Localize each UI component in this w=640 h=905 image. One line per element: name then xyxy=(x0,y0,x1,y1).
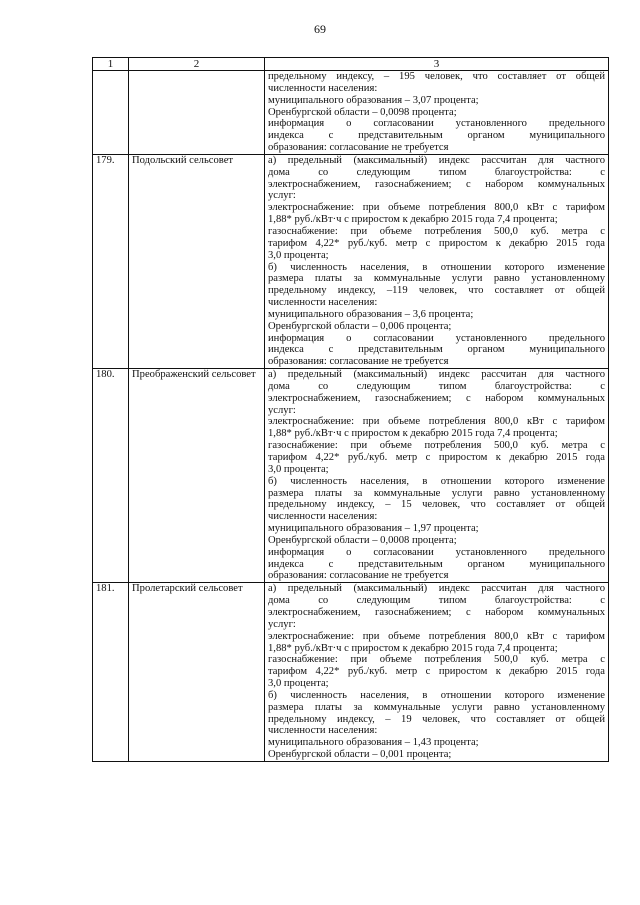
description-line: б) численность населения, в отношении которого изменение xyxy=(268,689,605,701)
table-row xyxy=(93,583,609,762)
description-line: дома со следующим типом благоустройства: с xyxy=(268,166,605,178)
row-description xyxy=(265,369,609,583)
description-line: Оренбургской области – 0,0098 процента; xyxy=(268,106,457,118)
description-line: электроснабжением, газоснабжением; с набором коммунальных xyxy=(268,606,605,618)
description-line: дома со следующим типом благоустройства: с xyxy=(268,595,605,607)
description-line: численности населения: xyxy=(268,297,378,309)
description-line: численности населения: xyxy=(268,511,378,523)
description-line: дома со следующим типом благоустройства: с xyxy=(268,380,605,392)
column-header-3: 3 xyxy=(265,58,609,71)
description-line: предельному индексу, – 19 человек, что составляет от общей xyxy=(268,713,605,725)
row-name-cell xyxy=(129,71,265,155)
description-line: 1,88* руб./кВт·ч с приростом к декабрю 2015 года 7,4 процента; xyxy=(268,428,558,440)
description-line: газоснабжение: при объеме потребления 500,0 куб. метра с xyxy=(268,654,605,666)
description-line: электроснабжением, газоснабжением; с набором коммунальных xyxy=(268,392,605,404)
row-number: 180. xyxy=(93,369,129,583)
row-description xyxy=(265,583,609,762)
description-line: индекса с представительным органом муниципального xyxy=(268,344,605,356)
row-number: 181. xyxy=(93,583,129,762)
description-line: услуг: xyxy=(268,404,296,416)
table-row xyxy=(93,154,609,368)
description-line: муниципального образования – 1,97 процента; xyxy=(268,523,479,535)
description-line: тарифом 4,22* руб./куб. метр с приростом к декабрю 2015 года xyxy=(268,452,605,463)
description-line: б) численность населения, в отношении которого изменение xyxy=(268,475,605,487)
description-line: муниципального образования – 3,07 процента; xyxy=(268,94,479,106)
description-line: образования: согласование не требуется xyxy=(268,142,449,154)
description-line: а) предельный (максимальный) индекс рассчитан для частного xyxy=(268,154,605,166)
description-line: тарифом 4,22* руб./куб. метр с приростом к декабрю 2015 года xyxy=(268,237,605,249)
table-header-row xyxy=(93,58,609,71)
description-line: численности населения: xyxy=(268,725,378,737)
description-line: тарифом 4,22* руб./куб. метр с приростом к декабрю 2015 года xyxy=(268,666,605,678)
description-line: предельному индексу, – 15 человек, что составляет от общей xyxy=(268,499,605,511)
description-line: электроснабжение: при объеме потребления 800,0 кВт с тарифом xyxy=(268,202,605,214)
description-line: информация о согласовании установленного предельного xyxy=(268,332,605,344)
description-line: Оренбургской области – 0,0008 процента; xyxy=(268,534,457,546)
description-line: индекса с представительным органом муниципального xyxy=(268,130,605,142)
description-line: размера платы за коммунальные услуги равно установленному xyxy=(268,701,605,713)
description-line: предельному индексу, –119 человек, что составляет от общей xyxy=(268,285,605,297)
description-line: Оренбургской области – 0,001 процента; xyxy=(268,749,452,761)
description-line: электроснабжение: при объеме потребления 800,0 кВт с тарифом xyxy=(268,630,605,642)
column-header-2: 2 xyxy=(129,58,265,71)
description-line: газоснабжение: при объеме потребления 500,0 куб. метра с xyxy=(268,440,605,452)
description-line: размера платы за коммунальные услуги равно установленному xyxy=(268,487,605,499)
description-line: размера платы за коммунальные услуги равно установленному xyxy=(268,273,605,285)
description-line: электроснабжением, газоснабжением; с набором коммунальных xyxy=(268,178,605,190)
description-line: муниципального образования – 3,6 процента; xyxy=(268,308,474,320)
description-line: 3,0 процента; xyxy=(268,249,329,261)
description-line: б) численность населения, в отношении которого изменение xyxy=(268,261,605,273)
table-row xyxy=(93,369,609,583)
description-line: а) предельный (максимальный) индекс рассчитан для частного xyxy=(268,369,605,381)
page-number: 69 xyxy=(314,22,326,36)
description-line: электроснабжение: при объеме потребления 800,0 кВт с тарифом xyxy=(268,416,605,428)
description-line: Оренбургской области – 0,006 процента; xyxy=(268,320,452,332)
description-line: численности населения: xyxy=(268,82,378,94)
column-header-1: 1 xyxy=(93,58,129,71)
row-municipality-name: Преображенский сельсовет xyxy=(129,369,265,583)
row-municipality-name: Подольский сельсовет xyxy=(129,154,265,368)
row-number-cell xyxy=(93,71,129,155)
description-line: образования: согласование не требуется xyxy=(268,570,449,582)
description-line: образования: согласование не требуется xyxy=(268,356,449,368)
description-line: услуг: xyxy=(268,190,296,202)
description-line: информация о согласовании установленного предельного xyxy=(268,118,605,130)
row-description xyxy=(265,154,609,368)
document-table xyxy=(92,57,609,762)
description-line: предельному индексу, – 195 человек, что составляет от общей xyxy=(268,71,605,82)
description-line: газоснабжение: при объеме потребления 500,0 куб. метра с xyxy=(268,225,605,237)
row-municipality-name: Пролетарский сельсовет xyxy=(129,583,265,762)
description-line: муниципального образования – 1,43 процента; xyxy=(268,737,479,749)
row-number: 179. xyxy=(93,154,129,368)
description-line: 1,88* руб./кВт·ч с приростом к декабрю 2015 года 7,4 процента; xyxy=(268,642,558,654)
description-line: а) предельный (максимальный) индекс рассчитан для частного xyxy=(268,583,605,595)
row-description-cell xyxy=(265,71,609,155)
description-line: 3,0 процента; xyxy=(268,678,329,690)
description-line: 1,88* руб./кВт·ч с приростом к декабрю 2015 года 7,4 процента; xyxy=(268,214,558,226)
description-line: 3,0 процента; xyxy=(268,463,329,475)
description-line: услуг: xyxy=(268,618,296,630)
description-line: информация о согласовании установленного предельного xyxy=(268,546,605,558)
table-row-continuation xyxy=(93,71,609,155)
description-line: индекса с представительным органом муниципального xyxy=(268,558,605,570)
